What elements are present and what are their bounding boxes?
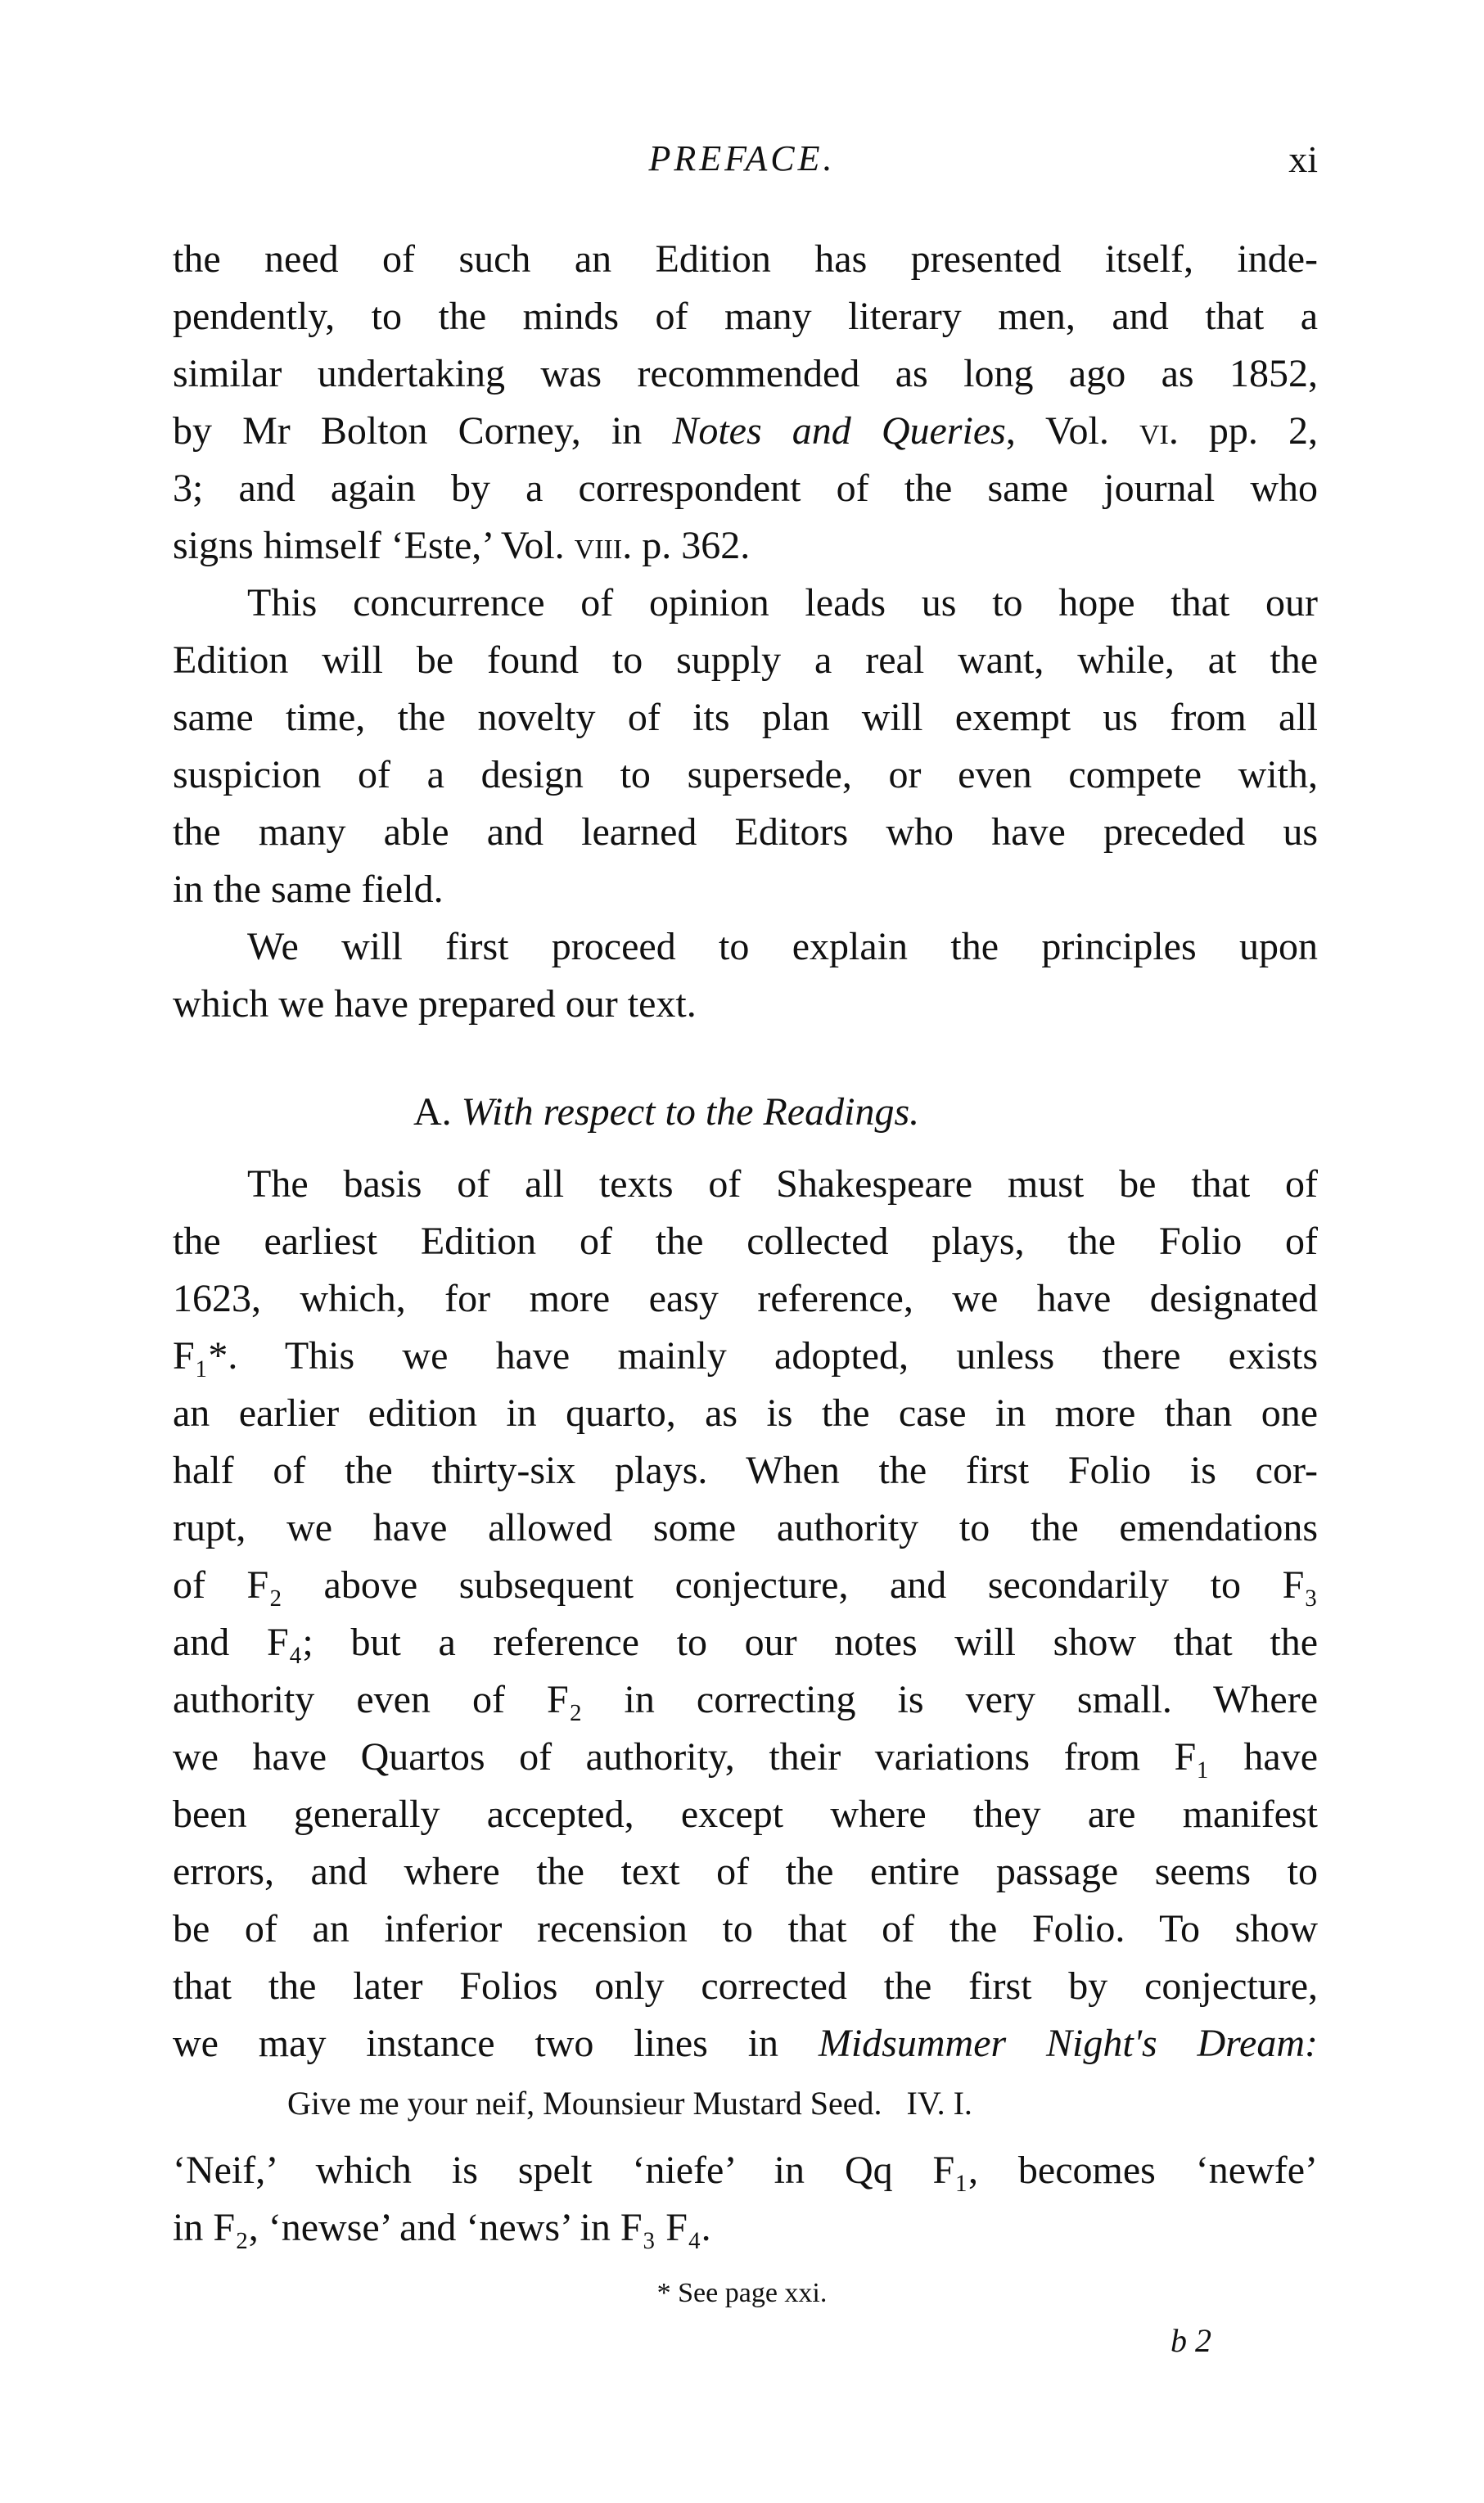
text-segment: ‘Neif,’ which is spelt ‘niefe’ in Qq F₁, becomes ‘newfe’ bbox=[173, 2149, 1318, 2192]
text-segment: which we have prepared our text. bbox=[173, 982, 697, 1026]
text-segment: , Vol. bbox=[1005, 409, 1139, 453]
text-segment: A. bbox=[413, 1090, 462, 1134]
text-segment: similar undertaking was recommended as long ago as 1852, bbox=[173, 352, 1318, 395]
text-line bbox=[173, 2151, 1318, 2190]
signature-mark: b 2 bbox=[1171, 2322, 1211, 2359]
text-segment: errors, and where the text of the entire passage seems to bbox=[173, 1850, 1318, 1893]
text-segment: be of an inferior recension to that of the Folio. To show bbox=[173, 1907, 1318, 1951]
text-line bbox=[173, 1279, 1318, 1319]
text-segment: of F₂ above subsequent conjecture, and secondarily to F₃ bbox=[173, 1563, 1318, 1607]
text-segment: Edition will be found to supply a real want, while, at the bbox=[173, 638, 1318, 682]
text-segment: authority even of F₂ in correcting is very small. Where bbox=[173, 1678, 1318, 1721]
quote-reference: IV. I. bbox=[906, 2085, 972, 2122]
text-segment: 3; and again by a correspondent of the same journal who bbox=[173, 467, 1318, 510]
text-segment: the many able and learned Editors who have preceded us bbox=[173, 810, 1318, 854]
text-segment: we may instance two lines in bbox=[173, 2022, 819, 2065]
text-line bbox=[173, 1680, 1318, 1720]
text-segment: viii bbox=[574, 524, 623, 567]
text-segment: that the later Folios only corrected the first by conjecture, bbox=[173, 1964, 1318, 2008]
italic-text: Notes and Queries bbox=[672, 409, 1006, 453]
text-line bbox=[173, 1334, 1318, 1378]
text-line bbox=[173, 810, 1318, 854]
text-line bbox=[173, 1795, 1318, 1834]
text-segment: the need of such an Edition has presented itself, inde- bbox=[173, 237, 1318, 281]
text-line bbox=[173, 1907, 1318, 1951]
quote-text: Give me your neif, Mounsieur Mustard Seed. bbox=[287, 2085, 882, 2122]
running-title: PREFACE. bbox=[648, 138, 836, 178]
text-line bbox=[173, 1852, 1318, 1892]
block-quote bbox=[287, 2087, 972, 2120]
text-segment: We will first proceed to explain the principles upon bbox=[247, 925, 1318, 968]
text-line bbox=[173, 982, 697, 1026]
footnote: * See page xxi. bbox=[656, 2278, 828, 2308]
text-segment: suspicion of a design to supersede, or even compete with, bbox=[173, 753, 1318, 796]
text-line bbox=[247, 1162, 1318, 1206]
text-segment: . p. 362. bbox=[622, 524, 751, 567]
text-line bbox=[173, 2024, 1318, 2063]
text-line bbox=[173, 1391, 1318, 1435]
text-line bbox=[173, 1563, 1318, 1607]
text-segment: we have Quartos of authority, their variations from F₁ have bbox=[173, 1735, 1318, 1779]
text-segment: been generally accepted, except where they are manifest bbox=[173, 1793, 1318, 1836]
text-line bbox=[173, 237, 1318, 281]
text-segment: rupt, we have allowed some authority to the emendations bbox=[173, 1506, 1318, 1549]
text-line bbox=[247, 927, 1318, 967]
text-segment: F₁*. This we have mainly adopted, unless there exists bbox=[173, 1334, 1318, 1378]
text-line bbox=[173, 1623, 1318, 1662]
text-segment: signs himself ‘Este,’ Vol. bbox=[173, 524, 575, 567]
text-line bbox=[173, 469, 1318, 508]
text-line bbox=[173, 870, 444, 909]
text-segment: the earliest Edition of the collected plays, the Folio of bbox=[173, 1220, 1318, 1263]
text-segment: in F₂, ‘newse’ and ‘news’ in F₃ F₄. bbox=[173, 2206, 711, 2249]
text-line bbox=[173, 638, 1318, 682]
text-segment: vi bbox=[1139, 409, 1169, 453]
text-line bbox=[247, 581, 1318, 625]
text-line bbox=[173, 354, 1318, 394]
text-line bbox=[173, 1964, 1318, 2008]
text-segment: and F₄; but a reference to our notes will show that the bbox=[173, 1621, 1318, 1664]
text-segment: The basis of all texts of Shakespeare must be that of bbox=[247, 1162, 1318, 1206]
text-line bbox=[173, 1451, 1318, 1491]
italic-text: With respect to the Readings. bbox=[461, 1090, 920, 1134]
text-line bbox=[173, 297, 1318, 336]
text-segment: same time, the novelty of its plan will exempt us from all bbox=[173, 696, 1318, 739]
italic-text: Midsummer Night's Dream: bbox=[818, 2022, 1318, 2065]
text-segment: 1623, which, for more easy reference, we have designated bbox=[173, 1277, 1318, 1320]
text-line bbox=[173, 526, 750, 566]
text-segment: an earlier edition in quarto, as is the case in more than one bbox=[173, 1391, 1318, 1435]
text-line bbox=[173, 755, 1318, 795]
text-line bbox=[173, 698, 1318, 737]
text-segment: This concurrence of opinion leads us to hope that our bbox=[247, 581, 1318, 625]
text-segment: by Mr Bolton Corney, in bbox=[173, 409, 673, 453]
page-number: xi bbox=[1288, 138, 1318, 180]
text-line bbox=[173, 2208, 711, 2248]
section-heading bbox=[413, 1090, 920, 1134]
text-line bbox=[173, 1222, 1318, 1261]
text-segment: half of the thirty-six plays. When the first Folio is cor- bbox=[173, 1449, 1318, 1492]
text-line bbox=[173, 1735, 1318, 1779]
text-line bbox=[173, 409, 1319, 453]
text-segment: in the same field. bbox=[173, 868, 444, 911]
text-segment: pendently, to the minds of many literary men, and that a bbox=[173, 295, 1318, 338]
text-segment: . pp. 2, bbox=[1168, 409, 1319, 453]
text-line bbox=[173, 1506, 1318, 1549]
